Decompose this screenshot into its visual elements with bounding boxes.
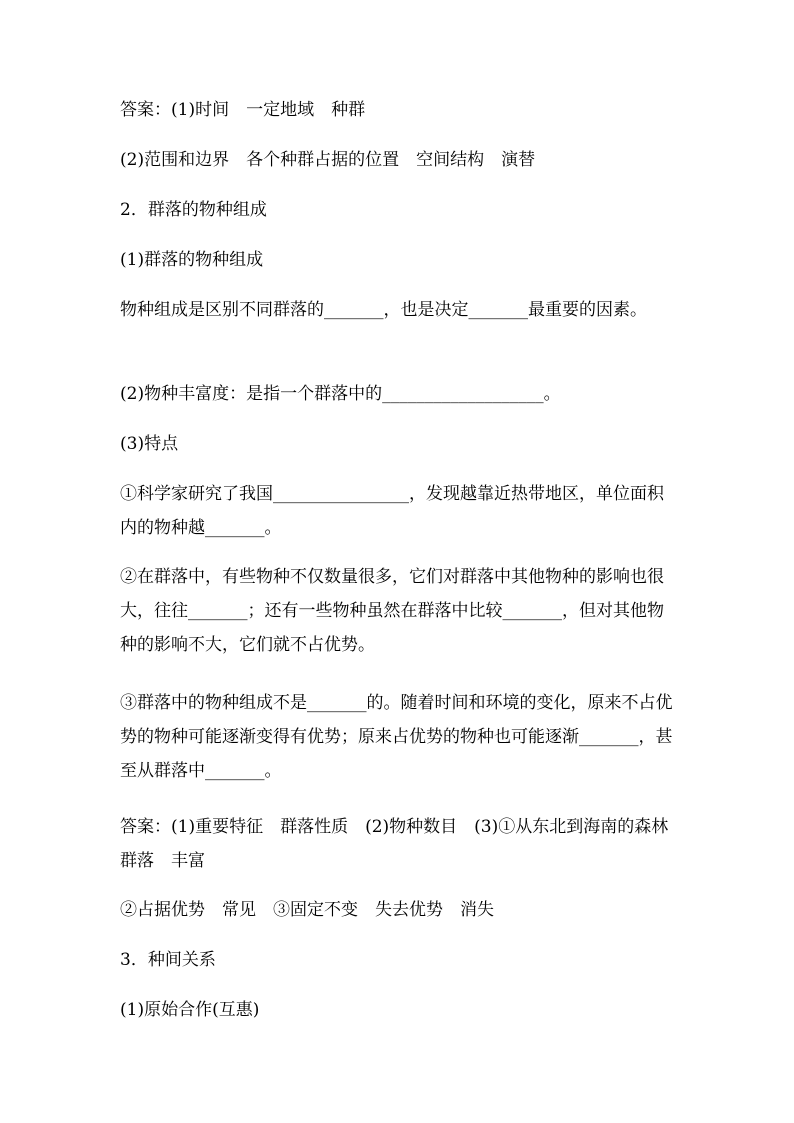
subsection-cooperation-heading: (1)原始合作(互惠) [120, 1000, 260, 1020]
composition-paragraph: 物种组成是区别不同群落的_______，也是决定_______最重要的因素。 [120, 300, 647, 320]
section-3-heading: 3．种间关系 [120, 950, 216, 970]
section-2-heading: 2．群落的物种组成 [120, 200, 267, 220]
feature-1-paragraph: ①科学家研究了我国________________，发现越靠近热带地区，单位面积内的物种越_______。 [120, 484, 664, 538]
answer-1: 答案：(1)时间 一定地域 种群 [120, 100, 366, 120]
feature-3-paragraph: ③群落中的物种组成不是_______的。随着时间和环境的变化，原来不占优势的物种可能逐渐变得有优势；原来占优势的物种也可能逐渐_______，甚至从群落中_______。 [120, 693, 673, 781]
subsection-composition-heading: (1)群落的物种组成 [120, 250, 264, 270]
features-heading: (3)特点 [120, 434, 179, 454]
answer-2: 答案：(1)重要特征 群落性质 (2)物种数目 (3)①从东北到海南的森林群落 丰富 [120, 817, 669, 871]
answer-1-part-2: (2)范围和边界 各个种群占据的位置 空间结构 演替 [120, 150, 536, 170]
answer-2-part-2: ②占据优势 常见 ③固定不变 失去优势 消失 [120, 900, 494, 920]
feature-2-paragraph: ②在群落中，有些物种不仅数量很多，它们对群落中其他物种的影响也很大，往往_______；还有一些物种虽然在群落中比较_______，但对其他物种的影响不大，它们就不占优势。 [120, 567, 664, 655]
richness-paragraph: (2)物种丰富度：是指一个群落中的___________________。 [120, 384, 561, 404]
